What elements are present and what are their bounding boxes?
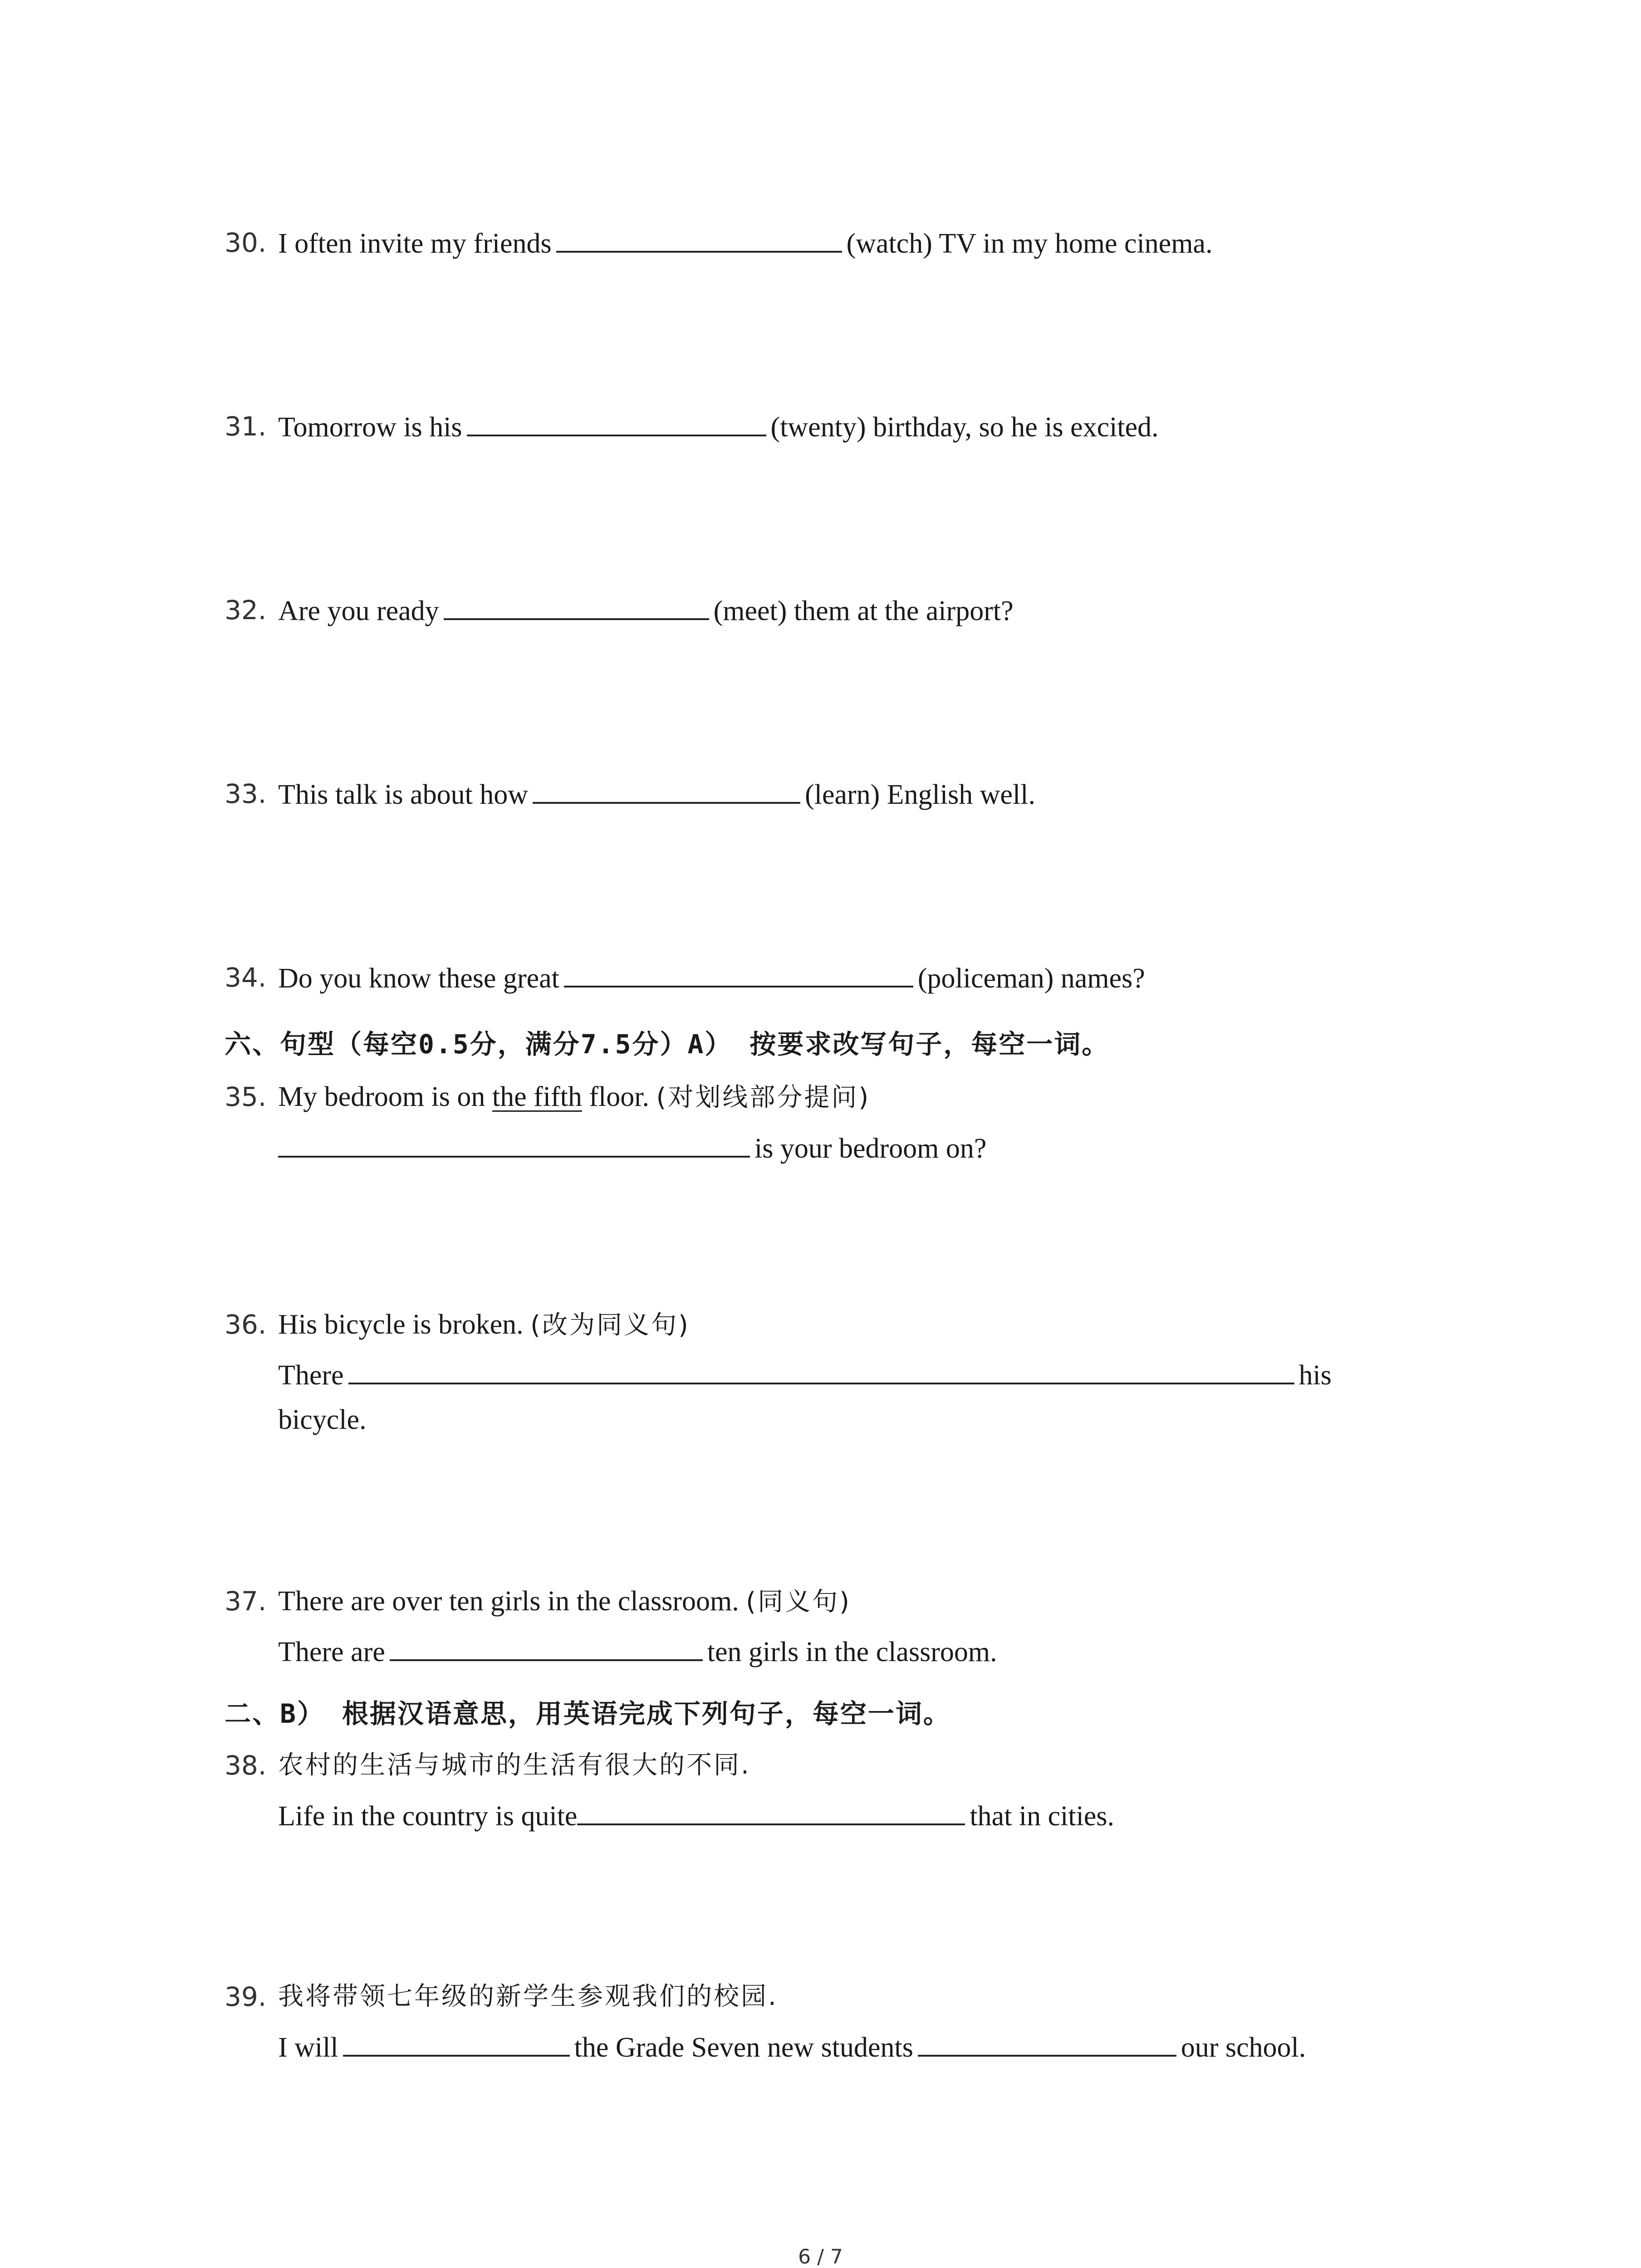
- answer-text-before: There: [278, 1360, 344, 1391]
- question-text-after: (learn) English well.: [805, 779, 1035, 810]
- answer-blank[interactable]: [278, 1129, 750, 1158]
- question-number: 31.: [225, 411, 267, 442]
- question-39-chinese: 我将带领七年级的新学生参观我们的校园.: [278, 1982, 778, 2011]
- question-30: [278, 225, 1213, 262]
- question-number: 33.: [225, 778, 267, 809]
- section-heading: 二、B） 根据汉语意思，用英语完成下列句子，每空一词。: [225, 1698, 951, 1729]
- answer-blank[interactable]: [390, 1633, 703, 1661]
- question-number: 30.: [225, 227, 267, 258]
- question-instruction: (同义句): [746, 1587, 851, 1617]
- answer-text-after: is your bedroom on?: [754, 1133, 987, 1164]
- question-text-before: I often invite my friends: [278, 228, 552, 259]
- answer-line-39: [278, 2028, 1306, 2066]
- question-number: 32.: [225, 595, 267, 626]
- page-number: 6 / 7: [798, 2245, 843, 2268]
- question-instruction: (改为同义句): [530, 1310, 690, 1340]
- section-heading: 六、句型（每空0.5分，满分7.5分）A） 按要求改写句子，每空一词。: [225, 1029, 1110, 1060]
- question-text-after: (meet) them at the airport?: [713, 596, 1014, 626]
- question-text: His bicycle is broken.: [278, 1309, 524, 1340]
- answer-line-35: [278, 1129, 986, 1167]
- answer-line-36-cont: bicycle.: [278, 1404, 367, 1435]
- question-33: [278, 776, 1035, 813]
- question-text-before: My bedroom is on: [278, 1081, 485, 1112]
- answer-text-before: Life in the country is quite: [278, 1801, 578, 1832]
- question-35: [278, 1079, 870, 1116]
- question-number: 38.: [225, 1750, 267, 1781]
- question-number: 36.: [225, 1309, 267, 1340]
- answer-blank[interactable]: [556, 225, 842, 253]
- question-number: 34.: [225, 962, 267, 993]
- answer-text-middle: the Grade Seven new students: [574, 2032, 913, 2063]
- question-37: [278, 1583, 851, 1620]
- question-34: [278, 959, 1145, 997]
- answer-blank[interactable]: [348, 1356, 1294, 1384]
- question-36: [278, 1306, 690, 1344]
- answer-blank[interactable]: [918, 2028, 1176, 2057]
- answer-blank[interactable]: [577, 1797, 965, 1825]
- question-text-after: (policeman) names?: [917, 963, 1145, 994]
- answer-text-before: There are: [278, 1637, 385, 1667]
- answer-line-38: [278, 1797, 1114, 1834]
- question-text-after: floor.: [589, 1081, 649, 1112]
- answer-blank[interactable]: [444, 592, 709, 620]
- question-text-before: This talk is about how: [278, 779, 529, 810]
- answer-line-36: [278, 1356, 1332, 1393]
- question-text-after: (watch) TV in my home cinema.: [846, 228, 1213, 259]
- question-number: 35.: [225, 1081, 267, 1112]
- question-text: There are over ten girls in the classroom.: [278, 1586, 739, 1617]
- answer-text-after: his: [1298, 1360, 1332, 1391]
- answer-text-after: that in cities.: [970, 1801, 1114, 1832]
- answer-text-after: our school.: [1181, 2032, 1306, 2063]
- answer-text-before: I will: [278, 2032, 338, 2063]
- answer-blank[interactable]: [467, 408, 766, 436]
- question-38-chinese: 农村的生活与城市的生活有很大的不同.: [278, 1750, 751, 1780]
- answer-text-after: ten girls in the classroom.: [707, 1637, 997, 1667]
- question-number: 39.: [225, 1981, 267, 2012]
- underlined-phrase: the fifth: [492, 1081, 582, 1112]
- question-instruction: (对划线部分提问): [656, 1083, 871, 1112]
- question-text-before: Tomorrow is his: [278, 412, 462, 443]
- question-text-before: Are you ready: [278, 596, 439, 626]
- question-32: [278, 592, 1014, 629]
- answer-blank[interactable]: [343, 2028, 570, 2057]
- question-text-before: Do you know these great: [278, 963, 559, 994]
- question-31: [278, 408, 1159, 445]
- answer-blank[interactable]: [564, 959, 913, 987]
- answer-blank[interactable]: [533, 776, 800, 804]
- answer-line-37: [278, 1633, 997, 1670]
- question-number: 37.: [225, 1586, 267, 1617]
- question-text-after: (twenty) birthday, so he is excited.: [770, 412, 1159, 443]
